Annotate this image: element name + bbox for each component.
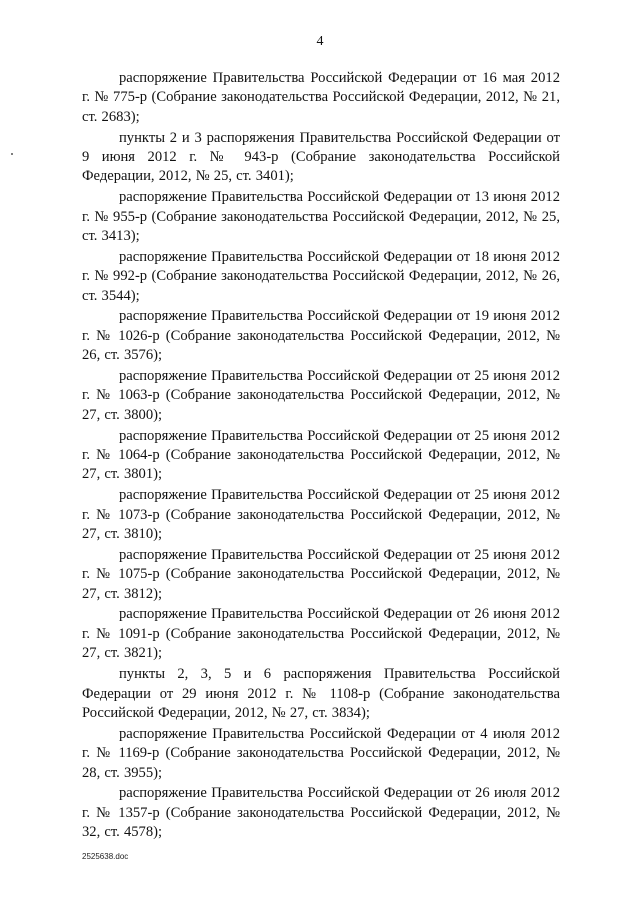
document-body [82,69,560,844]
document-entry: распоряжение Правительства Российской Федерации от 25 июня 2012 г. № 1073-р (Собрание законодательства Российской Федерации, 2012, № 27, ст. 3810); [82,487,560,543]
document-entry: распоряжение Правительства Российской Федерации от 16 мая 2012 г. № 775-р (Собрание законодательства Российской Федерации, 2012, № 21, ст. 2683); [82,70,560,125]
document-entry: распоряжение Правительства Российской Федерации от 25 июня 2012 г. № 1064-р (Собрание законодательства Российской Федерации, 2012, № 27, ст. 3801); [82,427,560,483]
footer-filename: 2525638.doc [82,852,129,861]
document-entry: распоряжение Правительства Российской Федерации от 13 июня 2012 г. № 955-р (Собрание законодательства Российской Федерации, 2012, № 25, ст. 3413); [82,189,560,245]
document-entry: распоряжение Правительства Российской Федерации от 25 июня 2012 г. № 1075-р (Собрание законодательства Российской Федерации, 2012, № 27, ст. 3812); [82,546,560,602]
document-entry: распоряжение Правительства Российской Федерации от 26 июля 2012 г. № 1357-р (Собрание законодательства Российской Федерации, 2012, № 32, ст. 4578); [82,785,560,841]
document-entry: распоряжение Правительства Российской Федерации от 18 июня 2012 г. № 992-р (Собрание законодательства Российской Федерации, 2012, № 26, ст. 3544); [82,248,560,304]
document-entry: распоряжение Правительства Российской Федерации от 26 июня 2012 г. № 1091-р (Собрание законодательства Российской Федерации, 2012, № 27, ст. 3821); [82,606,560,662]
margin-mark [11,153,13,155]
page-number: 4 [316,34,324,49]
document-entry: пункты 2, 3, 5 и 6 распоряжения Правительства Российской Федерации от 29 июня 2012 г. № 1108-р (Собрание законодательства Российской Федерации, 2012, № 27, ст. 3834); [82,666,560,721]
document-entry: пункты 2 и 3 распоряжения Правительства Российской Федерации от 9 июня 2012 г. № 943-р (Собрание законодательства Российской Федерации, 2012, № 25, ст. 3401); [82,129,560,185]
document-entry: распоряжение Правительства Российской Федерации от 19 июня 2012 г. № 1026-р (Собрание законодательства Российской Федерации, 2012, № 26, ст. 3576); [82,308,560,364]
document-entry: распоряжение Правительства Российской Федерации от 4 июля 2012 г. № 1169-р (Собрание законодательства Российской Федерации, 2012, № 28, ст. 3955); [82,725,560,781]
document-entry: распоряжение Правительства Российской Федерации от 25 июня 2012 г. № 1063-р (Собрание законодательства Российской Федерации, 2012, № 27, ст. 3800); [82,368,560,423]
